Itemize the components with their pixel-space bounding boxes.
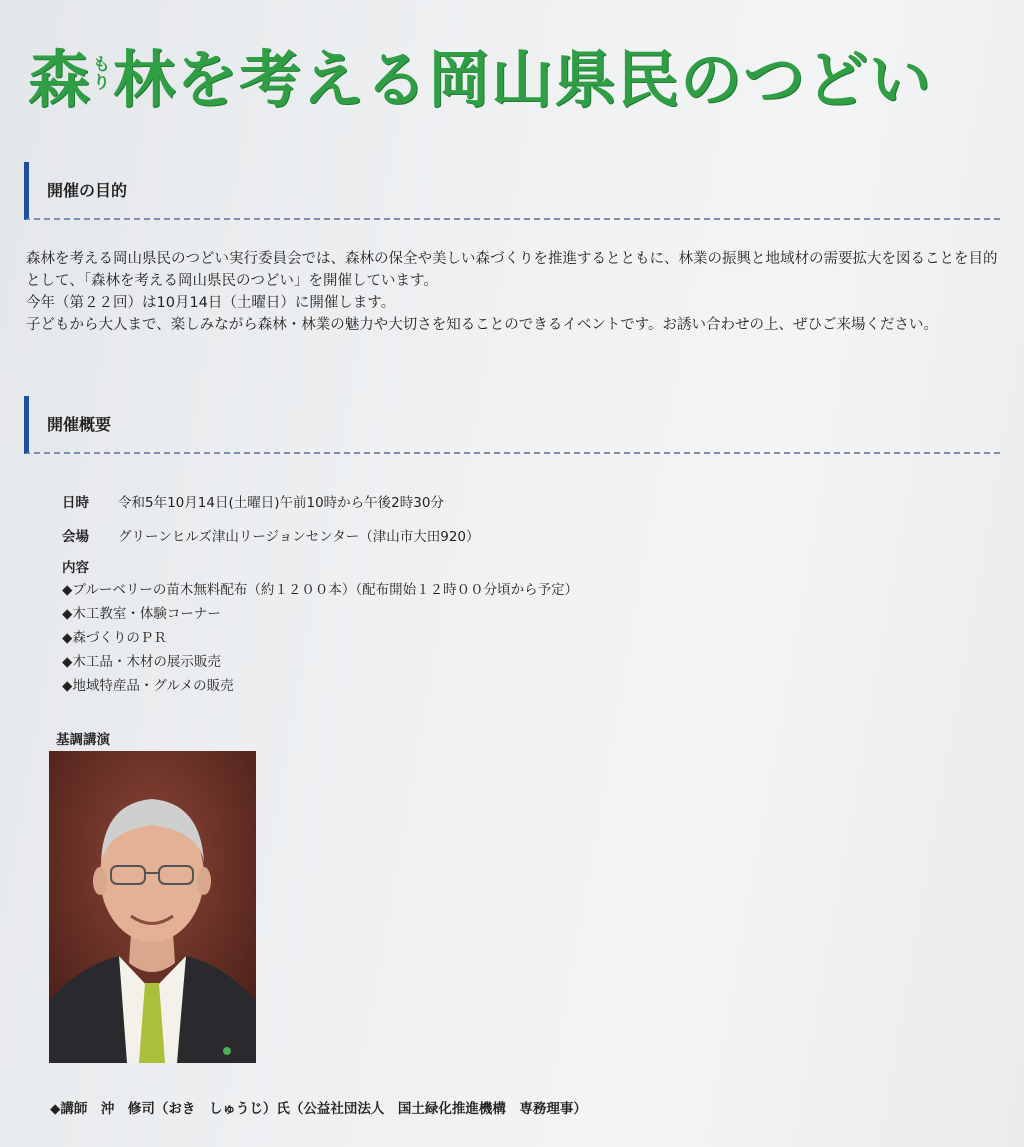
purpose-paragraph-1: 森林を考える岡山県民のつどい実行委員会では、森林の保全や美しい森づくりを推進するとともに、林業の振興と地域材の需要拡大を図ることを目的として、「森林を考える岡山県民のつどい」を開催しています。: [26, 251, 998, 289]
section-heading-purpose: [24, 162, 1000, 220]
content-item: ◆ブルーベリーの苗木無料配布（約１２００本）（配布開始１２時００分頃から予定）: [62, 582, 579, 598]
speaker-photo: [49, 751, 256, 1063]
section-heading-overview-label: 開催概要: [47, 415, 112, 434]
venue-label: 会場: [62, 529, 89, 545]
content-list: [62, 578, 962, 698]
content-label: 内容: [62, 560, 89, 576]
title-ruby: [93, 56, 111, 92]
content-item: ◆木工品・木材の展示販売: [62, 654, 221, 670]
date-label: 日時: [62, 495, 89, 511]
date-row: [62, 484, 962, 518]
title-ruby-2: り: [93, 73, 112, 93]
purpose-paragraph-2: 今年（第２２回）は10月14日（土曜日）に開催します。: [26, 295, 396, 311]
section-heading-purpose-label: 開催の目的: [47, 181, 128, 200]
title-ruby-1: も: [93, 55, 112, 75]
content-item: ◆地域特産品・グルメの販売: [62, 678, 234, 694]
section-heading-overview: [24, 396, 1000, 454]
title-prefix: 森: [28, 42, 92, 116]
title-suffix: 林を考える岡山県民のつどい: [113, 42, 933, 116]
purpose-text: [26, 248, 1001, 336]
purpose-paragraph-3: 子どもから大人まで、楽しみながら森林・林業の魅力や大切さを知ることのできるイベントです。お誘い合わせの上、ぜひご来場ください。: [26, 317, 939, 333]
page-title: [28, 34, 932, 114]
speaker-portrait-illustration: [49, 751, 256, 1063]
content-item: ◆木工教室・体験コーナー: [62, 606, 221, 622]
venue-row: [62, 518, 962, 552]
keynote-label: 基調講演: [56, 732, 110, 748]
speaker-info: ◆講師 沖 修司（おき しゅうじ）氏（公益社団法人 国土緑化推進機構 専務理事）: [50, 1101, 587, 1117]
venue-value: グリーンヒルズ津山リージョンセンター（津山市大田920）: [118, 529, 480, 545]
overview-details: [62, 484, 962, 698]
content-item: ◆森づくりのＰＲ: [62, 630, 167, 646]
date-value: 令和5年10月14日(土曜日)午前10時から午後2時30分: [118, 495, 444, 511]
